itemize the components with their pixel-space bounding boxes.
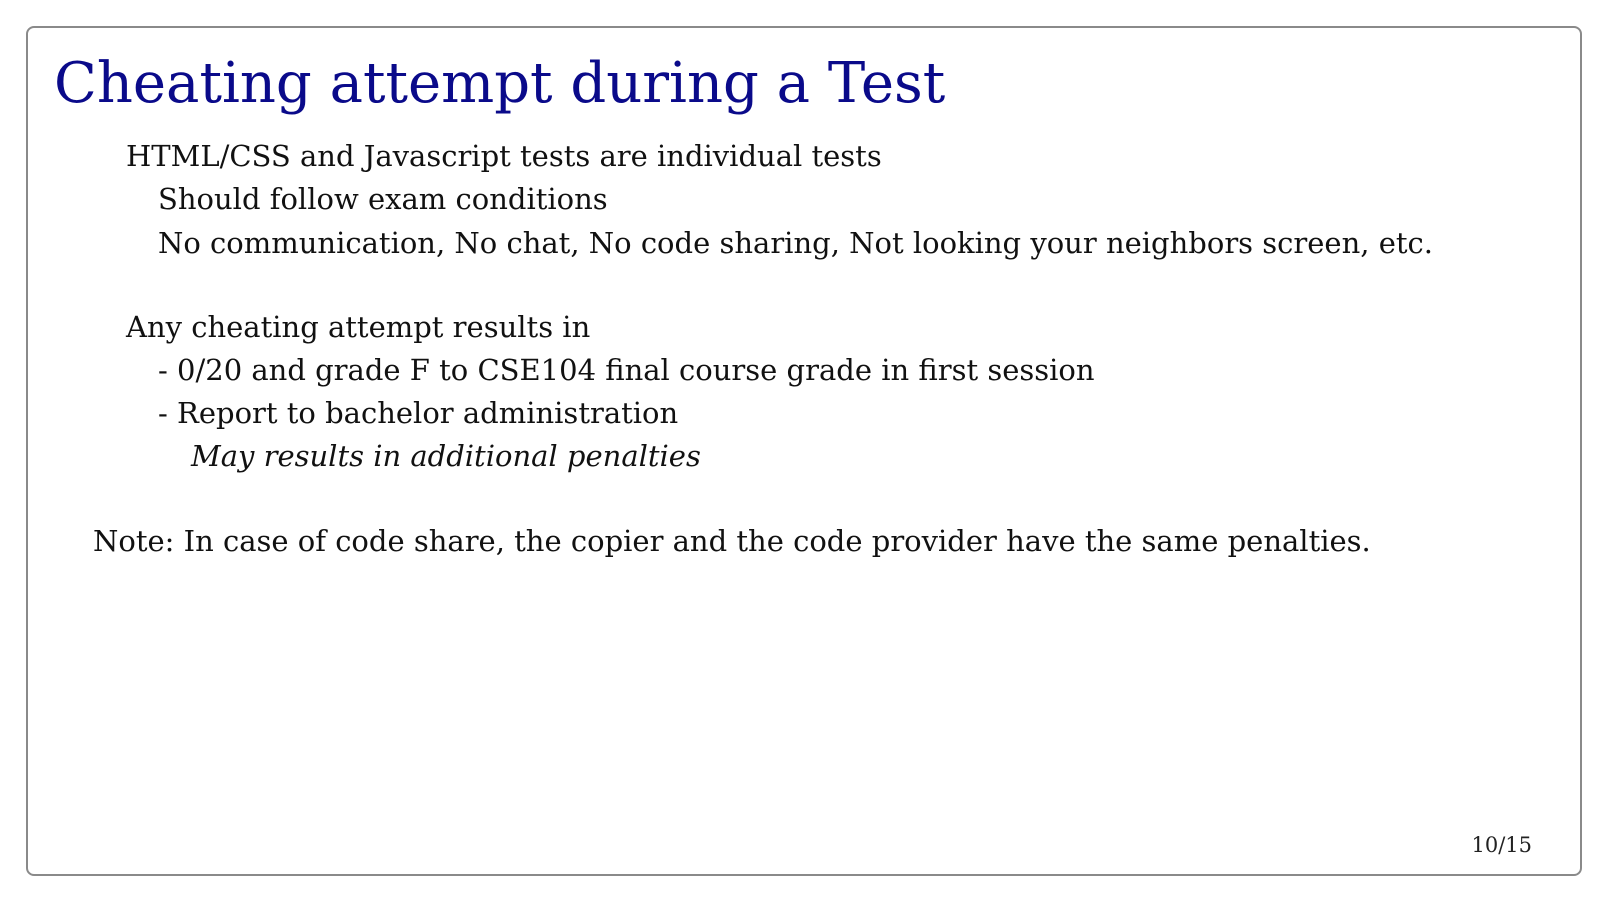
- sub-bullet-exam-conditions: Should follow exam conditions: [158, 182, 608, 216]
- sub-bullet-grade-f: - 0/20 and grade F to CSE104 final course grade in first session: [158, 353, 1095, 387]
- note-code-share: Note: In case of code share, the copier and the code provider have the same penalties.: [93, 524, 1371, 558]
- slide: [26, 26, 1582, 876]
- sub-bullet-report-administration: - Report to bachelor administration: [158, 396, 679, 430]
- page-number: 10/15: [1471, 833, 1532, 857]
- bullet-cheating-results: Any cheating attempt results in: [126, 310, 591, 344]
- sub-sub-bullet-additional-penalties: May results in additional penalties: [191, 439, 701, 473]
- bullet-individual-tests: HTML/CSS and Javascript tests are individual tests: [126, 139, 882, 173]
- sub-bullet-no-communication: No communication, No chat, No code sharing, Not looking your neighbors screen, etc.: [158, 226, 1433, 260]
- slide-title: Cheating attempt during a Test: [54, 51, 946, 116]
